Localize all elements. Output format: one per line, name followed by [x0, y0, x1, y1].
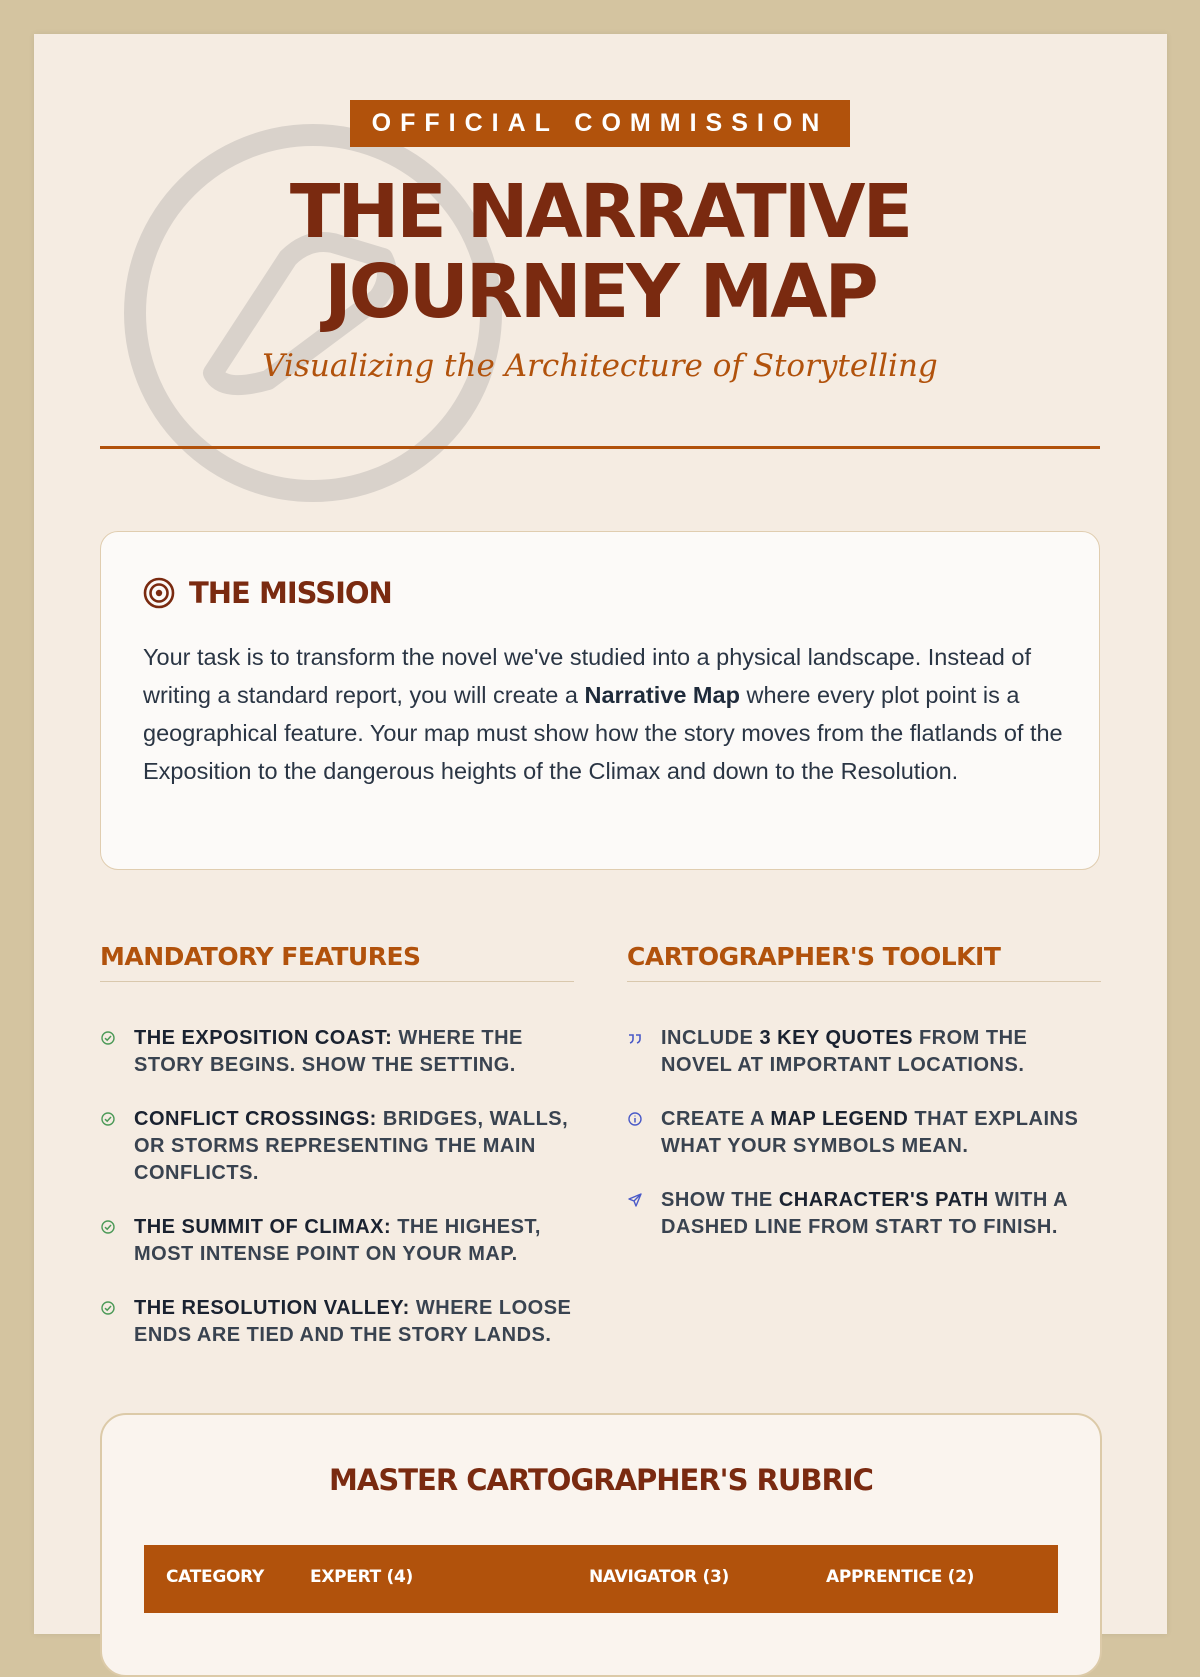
- list-item: [100, 1106, 574, 1187]
- features-list: [100, 1025, 574, 1376]
- page-subtitle: Visualizing the Architecture of Storytelling: [262, 348, 938, 384]
- item-text: WHERE LOOSE ENDS ARE TIED AND THE STORY LANDS.: [134, 1297, 572, 1346]
- item-key: THE EXPOSITION COAST:: [134, 1027, 393, 1049]
- title-line-1: THE NARRATIVE: [289, 169, 911, 255]
- info-icon: [627, 1111, 643, 1127]
- item-key: THE RESOLUTION VALLEY:: [134, 1297, 410, 1319]
- quote-icon: [627, 1030, 643, 1046]
- item-key: CONFLICT CROSSINGS:: [134, 1108, 377, 1130]
- title-line-2: JOURNEY MAP: [324, 249, 876, 335]
- send-icon: [627, 1192, 643, 1208]
- mission-text-part: where every plot point is a geographical feature. Your map must show how the story moves from the flatlands of the Exposition to the dangerous heights of the Climax and down to the Resolution.: [143, 682, 1063, 784]
- rubric-title: MASTER CARTOGRAPHER'S RUBRIC: [329, 1463, 873, 1497]
- mission-text-bold: Narrative Map: [584, 682, 740, 708]
- mission-text-part: Your task is to transform the novel we've studied into a physical landscape. Instead of writing a standard report, you will create a: [143, 644, 1031, 708]
- item-text: BRIDGES, WALLS, OR STORMS REPRESENTING THE MAIN CONFLICTS.: [134, 1108, 569, 1184]
- list-item: [100, 1295, 574, 1349]
- check-circle-icon: [100, 1300, 116, 1316]
- check-circle-icon: [100, 1219, 116, 1235]
- rubric-table-header: [144, 1545, 1058, 1613]
- item-text: INCLUDE: [661, 1027, 760, 1049]
- item-text: THAT EXPLAINS WHAT YOUR SYMBOLS MEAN.: [661, 1108, 1079, 1157]
- list-item: [627, 1187, 1101, 1241]
- mission-title: THE MISSION: [189, 576, 392, 610]
- item-text: CREATE A: [661, 1108, 771, 1130]
- rubric-card: [100, 1413, 1102, 1677]
- target-icon: [143, 577, 175, 609]
- column-header: EXPERT (4): [310, 1567, 414, 1587]
- column-header: APPRENTICE (2): [826, 1567, 975, 1587]
- list-item: [100, 1214, 574, 1268]
- item-key: MAP LEGEND: [770, 1108, 909, 1130]
- item-text: WITH A DASHED LINE FROM START TO FINISH.: [661, 1189, 1068, 1238]
- mission-heading: [143, 576, 392, 610]
- column-header: CATEGORY: [166, 1567, 264, 1587]
- item-text: THE HIGHEST, MOST INTENSE POINT ON YOUR MAP.: [134, 1216, 541, 1265]
- list-item: [627, 1106, 1101, 1160]
- list-item: [100, 1025, 574, 1079]
- toolkit-heading: CARTOGRAPHER'S TOOLKIT: [627, 942, 1101, 982]
- commission-badge: OFFICIAL COMMISSION: [350, 100, 850, 147]
- features-heading: MANDATORY FEATURES: [100, 942, 574, 982]
- item-key: 3 KEY QUOTES: [759, 1027, 913, 1049]
- item-text: SHOW THE: [661, 1189, 779, 1211]
- check-circle-icon: [100, 1030, 116, 1046]
- check-circle-icon: [100, 1111, 116, 1127]
- item-text: WHERE THE STORY BEGINS. SHOW THE SETTING.: [134, 1027, 523, 1076]
- page-title: [150, 169, 1050, 335]
- mission-card: [100, 531, 1100, 870]
- header-divider: [100, 446, 1100, 449]
- toolkit-list: [627, 1025, 1101, 1268]
- item-key: CHARACTER'S PATH: [778, 1189, 989, 1211]
- list-item: [627, 1025, 1101, 1079]
- item-key: THE SUMMIT OF CLIMAX:: [134, 1216, 392, 1238]
- mission-description: [143, 638, 1063, 790]
- item-text: FROM THE NOVEL AT IMPORTANT LOCATIONS.: [661, 1027, 1028, 1076]
- column-header: NAVIGATOR (3): [589, 1567, 730, 1587]
